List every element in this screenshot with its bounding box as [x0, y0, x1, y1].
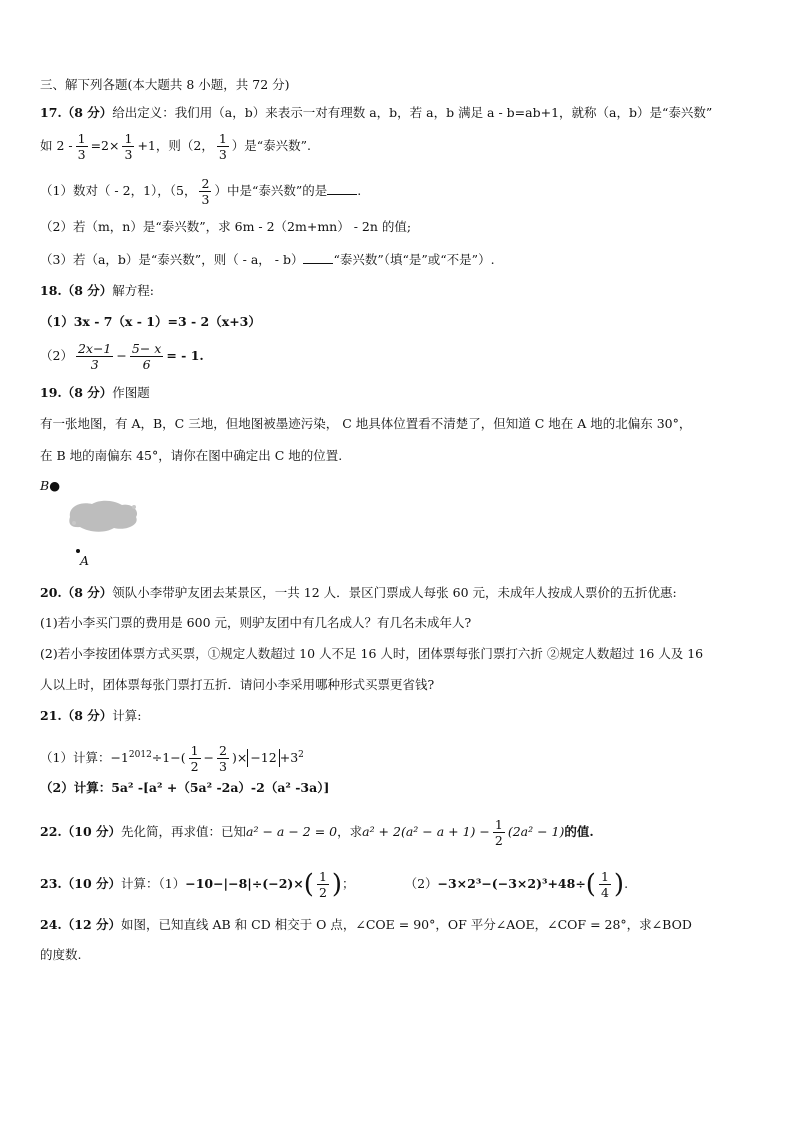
ink-stain: [66, 497, 142, 535]
part-text: ）中是“泰兴数”的是: [214, 183, 328, 198]
equation-rhs: = - 1.: [166, 348, 204, 363]
expression: −10−|−8|÷(−2)×: [185, 876, 304, 891]
fraction: $\frac{5- x}{6}$: [131, 341, 162, 372]
fraction: $\frac{1}{3}$: [77, 131, 86, 162]
fraction: $\frac{1}{4}$: [600, 869, 609, 900]
part-label: （1）计算：: [40, 750, 111, 765]
fraction: $\frac{1}{2}$: [318, 869, 327, 900]
expression: −3×2³−(−3×2)³+48÷: [437, 876, 586, 891]
math: )×: [231, 750, 248, 765]
expression: a² + 2(a² − a + 1) −: [362, 824, 490, 839]
question-18-title: 解方程:: [112, 283, 155, 298]
part-text: （3）若（a，b）是“泰兴数”，则（ - a， - b）: [40, 252, 304, 267]
question-23-title: 计算：: [121, 876, 159, 891]
question-21-number: 21.（8 分）: [40, 708, 113, 723]
map-label-a: A: [80, 553, 90, 568]
question-19-number: 19.（8 分）: [40, 385, 113, 400]
question-18-part1: （1）3x - 7（x - 1）=3 - 2（x+3）: [40, 314, 261, 329]
question-20-part1: (1)若小李买门票的费用是 600 元，则驴友团中有几名成人？有几名未成年人?: [40, 615, 472, 630]
question-20-number: 20.（8 分）: [40, 585, 113, 600]
question-17-part1: [40, 176, 361, 207]
part-label: （2）: [404, 876, 438, 891]
section-title: 三、解下列各题(本大题共 8 小题，共 72 分): [40, 77, 290, 92]
condition: a² − a − 2 = 0: [246, 824, 338, 839]
math: −1: [110, 750, 129, 765]
question-19-text-line1: 有一张地图，有 A，B，C 三地，但地图被墨迹污染， C 地具体位置看不清楚了，但知道 C 地在 A 地的北偏东 30°，: [40, 416, 692, 431]
fraction: $\frac{1}{3}$: [124, 131, 133, 162]
question-24-line1: [40, 916, 692, 934]
question-19-title: 作图题: [112, 385, 150, 400]
part-text: “泰兴数”（填“是”或“不是”）.: [333, 252, 495, 267]
example-text: ）是“泰兴数”.: [231, 138, 312, 153]
question-23-number: 23.（10 分）: [40, 876, 121, 891]
question-21-part2: （2）计算：5a² -[a² +（5a² -2a）-2（a² -3a）]: [40, 780, 330, 795]
exponent: 2012: [128, 749, 152, 760]
map-label-b: B●: [40, 478, 61, 493]
question-17-number: 17.（8 分）: [40, 105, 113, 120]
question-20-line1: [40, 584, 677, 602]
answer-blank[interactable]: [303, 251, 333, 264]
fraction: $\frac{1}{3}$: [218, 131, 227, 162]
question-20-part2-line2: 人以上时，团体票每张门票打五折．请问小李采用哪种形式买票更省钱?: [40, 677, 435, 692]
question-19-header: [40, 384, 150, 402]
question-17-example: [40, 131, 311, 162]
expression: (2a² − 1): [507, 824, 565, 839]
question-24-number: 24.（12 分）: [40, 917, 121, 932]
question-18-header: [40, 282, 154, 300]
separator: ；: [342, 876, 355, 891]
fraction: $\frac{1}{2}$: [190, 743, 199, 774]
question-24-text: 如图，已知直线 AB 和 CD 相交于 O 点，∠COE = 90°，OF 平分∠AOE，∠COF = 28°，求∠BOD: [121, 917, 692, 932]
part-text: （1）数对（ - 2，1），（5，: [40, 183, 197, 198]
fraction: $\frac{2}{3}$: [219, 743, 227, 774]
question-17-definition: 给出定义：我们用（a，b）来表示一对有理数 a，b，若 a，b 满足 a - b=ab+1，就称（a，b）是“泰兴数”: [112, 105, 713, 120]
question-19-text-line2: 在 B 地的南偏东 45°，请你在图中确定出 C 地的位置.: [40, 448, 343, 463]
answer-blank[interactable]: [327, 182, 357, 195]
question-23-line: 23.（10 分）计算：（1）−10−|−8|÷(−2)×( $\frac{1}{2}$ )； （2）−3×2³−(−3×2)³+48÷( $\frac{1}{4}$ ).: [40, 869, 629, 900]
question-22-text: 先化简，再求值：已知: [121, 824, 247, 839]
question-24-line2: 的度数.: [40, 947, 82, 962]
math: +3: [279, 750, 299, 765]
question-22-text: ，求: [337, 824, 363, 839]
example-text: +1，则（2，: [137, 138, 214, 153]
question-22-line: [40, 817, 594, 848]
question-21-title: 计算:: [112, 708, 142, 723]
part-label: （1）: [158, 876, 186, 891]
question-21-header: [40, 707, 142, 725]
operator: −: [116, 348, 127, 363]
question-18-number: 18.（8 分）: [40, 283, 113, 298]
question-17-part3: [40, 251, 495, 269]
question-17-part2: （2）若（m，n）是“泰兴数”，求 6m - 2（2m+mn） - 2n 的值;: [40, 219, 412, 234]
part-text: .: [357, 183, 362, 198]
absolute-value: −12: [247, 749, 279, 767]
question-20-part2-line1: (2)若小李按团体票方式买票，①规定人数超过 10 人不足 16 人时，团体票每张门票打六折 ②规定人数超过 16 人及 16: [40, 646, 704, 661]
separator: .: [624, 876, 629, 891]
question-21-part1: [40, 743, 304, 774]
math: −: [203, 750, 215, 765]
fraction: $\frac{1}{2}$: [494, 817, 503, 848]
question-22-text: 的值.: [564, 824, 594, 839]
example-text: 如 2 -: [40, 138, 73, 153]
question-17-line1: [40, 104, 712, 122]
question-22-number: 22.（10 分）: [40, 824, 121, 839]
question-18-part2: [40, 341, 204, 372]
question-20-text: 领队小李带驴友团去某景区，一共 12 人．景区门票成人每张 60 元，未成年人按成人票价的五折优惠:: [112, 585, 677, 600]
exponent: 2: [298, 749, 304, 760]
fraction: $\frac{2}{3}$: [201, 176, 210, 207]
example-text: =2×: [90, 138, 120, 153]
part-label: （2）: [40, 348, 73, 363]
fraction: $\frac{2x-1}{3}$: [77, 341, 112, 372]
math: ÷1−(: [151, 750, 186, 765]
